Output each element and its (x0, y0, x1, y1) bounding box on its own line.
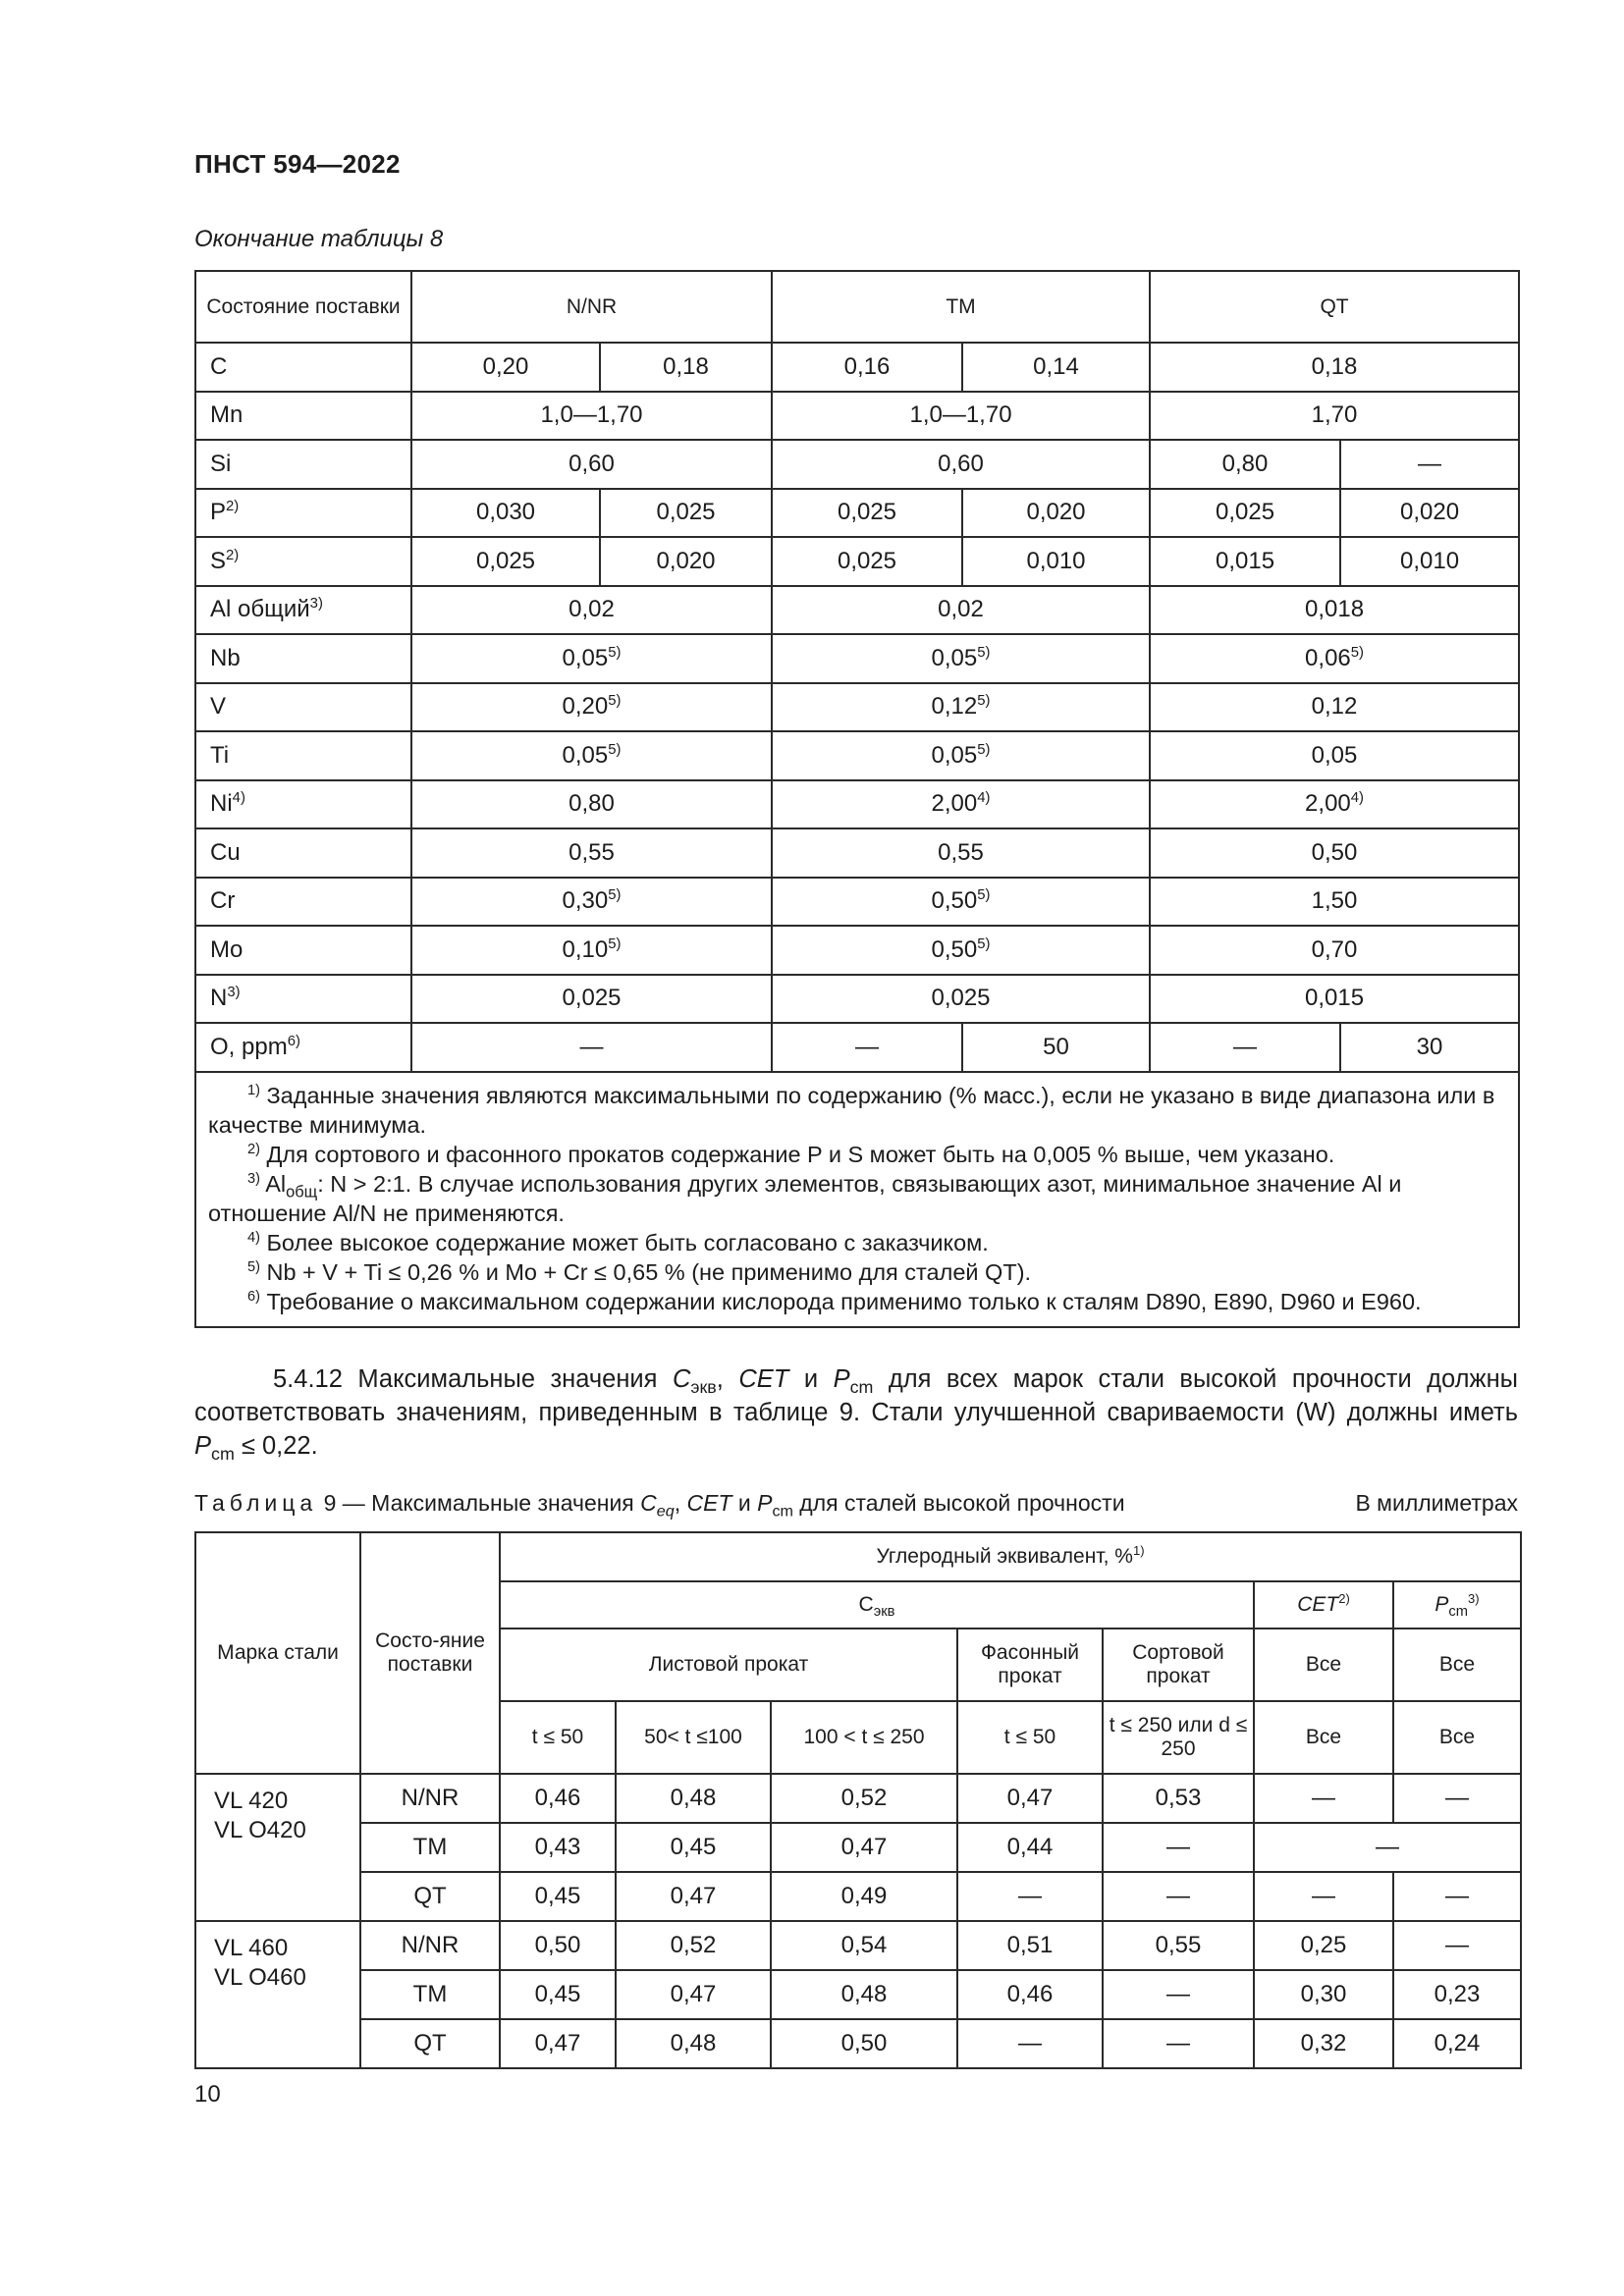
table-row (195, 1823, 1521, 1872)
table-cell: — (772, 1023, 962, 1072)
table-cell: 0,70 (1150, 926, 1519, 975)
table-cell: 0,030 (411, 489, 600, 538)
footnote-ref: 2) (226, 547, 240, 563)
table-cell: 0,47 (771, 1823, 957, 1872)
header-range: 100 < t ≤ 250 (771, 1701, 957, 1774)
table-cell: 1,0—1,70 (411, 392, 772, 441)
table-row (195, 1921, 1521, 1970)
table-cell: 0,20$^{5)}$ (411, 683, 772, 732)
table-continuation-label: Окончание таблицы 8 (194, 226, 444, 252)
table-cell: 0,025 (600, 489, 772, 538)
table-row (195, 1774, 1521, 1823)
header-delivery-state: Состояние поставки (195, 271, 411, 343)
element-label: $S^{2)}$ (195, 537, 411, 586)
table-row (195, 828, 1519, 878)
table-cell: 0,52 (616, 1921, 771, 1970)
footnotes (195, 1072, 1519, 1327)
table-cell: 0,32 (1254, 2019, 1393, 2068)
footnote-ref: 3) (309, 596, 323, 613)
header-all: Все (1393, 1629, 1521, 1701)
table-cell: — (957, 2019, 1103, 2068)
footnote-ref: 6) (287, 1033, 300, 1049)
chemical-composition-table (194, 270, 1520, 1328)
table-cell: 0,50$^{5)}$ (772, 878, 1150, 927)
table-cell: 2,00$^{4)}$ (1150, 780, 1519, 829)
table-cell: 0,020 (600, 537, 772, 586)
table-cell: 0,010 (1340, 537, 1519, 586)
table-header-row (195, 271, 1519, 343)
element-label: Nb (195, 634, 411, 683)
table-cell: 0,55 (772, 828, 1150, 878)
table-row (195, 1023, 1519, 1072)
table-cell: 0,49 (771, 1872, 957, 1921)
table-cell: 0,020 (1340, 489, 1519, 538)
table-header-row (195, 1532, 1521, 1581)
table-cell: 0,020 (962, 489, 1150, 538)
header-pcm: $P_{cm}^{3)}$ (1393, 1581, 1521, 1629)
table-cell: TM (360, 1823, 500, 1872)
table-cell: 0,60 (411, 440, 772, 489)
table-cell: 0,05$^{5)}$ (772, 731, 1150, 780)
table-cell: 0,47 (500, 2019, 616, 2068)
table-cell: 0,54 (771, 1921, 957, 1970)
element-label: Ni$^{4)}$ (195, 780, 411, 829)
table-cell: QT (360, 1872, 500, 1921)
carbon-equivalent-table (194, 1531, 1522, 2069)
table-cell: 0,015 (1150, 537, 1340, 586)
units-label: В миллиметрах (1355, 1490, 1518, 1516)
table-row (195, 731, 1519, 780)
header-cet: CET$^{2)}$ (1254, 1581, 1393, 1629)
footnote-ref: 2) (226, 499, 240, 515)
element-label: $N^{3)}$ (195, 975, 411, 1024)
table-cell: 0,025 (411, 975, 772, 1024)
table-cell: 0,25 (1254, 1921, 1393, 1970)
table-cell: 0,50 (1150, 828, 1519, 878)
table-cell: N/NR (360, 1774, 500, 1823)
element-label: Cu (195, 828, 411, 878)
table-cell: 0,50 (771, 2019, 957, 2068)
footnote: $^{3)}$ $Al_{общ}$: N > 2:1. В случае использования других элементов, связывающих азот, минимальное значение Al и отношение Al/N не применяются. (208, 1170, 1402, 1226)
table-cell: 0,025 (1150, 489, 1340, 538)
page-number: 10 (194, 2081, 221, 2108)
table-cell: — (957, 1872, 1103, 1921)
table-cell: 0,015 (1150, 975, 1519, 1024)
table-cell: 0,05$^{5)}$ (772, 634, 1150, 683)
table-cell: 0,02 (411, 586, 772, 635)
footnote-ref: 3) (227, 985, 241, 1001)
table-cell: 1,50 (1150, 878, 1519, 927)
element-label: Ti (195, 731, 411, 780)
header-range: t ≤ 50 (957, 1701, 1103, 1774)
table-cell: 0,18 (600, 343, 772, 392)
table-cell: 0,45 (616, 1823, 771, 1872)
footnote: $^{6)}$ Требование о максимальном содержании кислорода применимо только к сталям D890, E890, D960 и E960. (247, 1288, 1422, 1314)
table-cell: — (1393, 1872, 1521, 1921)
table-row (195, 489, 1519, 538)
table-row (195, 683, 1519, 732)
header-c-ekv: $C_{экв}$ (500, 1581, 1254, 1629)
table-cell: 0,06$^{5)}$ (1150, 634, 1519, 683)
table-cell: 0,025 (411, 537, 600, 586)
table-cell: 0,010 (962, 537, 1150, 586)
table-cell: 0,47 (957, 1774, 1103, 1823)
header-shaped: Фасонный прокат (957, 1629, 1103, 1701)
footnote: $^{1)}$ Заданные значения являются максимальными по содержанию (% масс.), если не указано в виде диапазона или в качестве минимума. (208, 1082, 1495, 1138)
table-cell: 0,80 (1150, 440, 1340, 489)
table-cell: — (1150, 1023, 1340, 1072)
table-cell: — (1103, 1823, 1254, 1872)
table-cell: 0,025 (772, 537, 962, 586)
table-cell: 0,50 (500, 1921, 616, 1970)
table-row (195, 392, 1519, 441)
table-row (195, 878, 1519, 927)
table-cell: 0,48 (616, 2019, 771, 2068)
table-cell: 0,025 (772, 489, 962, 538)
element-label: Cr (195, 878, 411, 927)
table-cell: N/NR (360, 1921, 500, 1970)
table-cell: 1,0—1,70 (772, 392, 1150, 441)
element-label: Al общий$^{3)}$ (195, 586, 411, 635)
table-cell: 0,46 (500, 1774, 616, 1823)
table-cell: — (1254, 1774, 1393, 1823)
table-row (195, 586, 1519, 635)
table-cell: 0,50$^{5)}$ (772, 926, 1150, 975)
table-row (195, 975, 1519, 1024)
table-cell: — (1393, 1921, 1521, 1970)
table-row (195, 537, 1519, 586)
table-cell: — (1103, 1872, 1254, 1921)
body-paragraph: 5.4.12 Максимальные значения $C_{экв}$, CET и $P_{cm}$ для всех марок стали высокой прочности должны соответствовать значениям, приведенным в таблице 9. Стали улучшенной свариваемости (W) должны иметь $P_{cm} \le 0,22$. (194, 1365, 1519, 1465)
table-cell: 0,48 (616, 1774, 771, 1823)
table-cell: 0,80 (411, 780, 772, 829)
table-cell: 0,47 (616, 1970, 771, 2019)
table-cell: 30 (1340, 1023, 1519, 1072)
table-cell: 0,20 (411, 343, 600, 392)
table-cell: — (1340, 440, 1519, 489)
table-cell: 0,05 (1150, 731, 1519, 780)
table-row (195, 634, 1519, 683)
table-cell: 0,23 (1393, 1970, 1521, 2019)
table-row (195, 780, 1519, 829)
element-label: $P^{2)}$ (195, 489, 411, 538)
footnote-ref: 4) (232, 790, 245, 807)
table-cell: 0,47 (616, 1872, 771, 1921)
header-delivery-state: Состо-яние поставки (360, 1532, 500, 1774)
table-cell: 0,14 (962, 343, 1150, 392)
element-label: C (195, 343, 411, 392)
footnote: $^{4)}$ Более высокое содержание может быть согласовано с заказчиком. (247, 1229, 989, 1255)
table-caption: Таблица 9 — Максимальные значения $C_{eq}$, CET и $P_{cm}$ для сталей высокой прочности В миллиметрах (194, 1490, 1518, 1521)
table-cell: 0,05$^{5)}$ (411, 634, 772, 683)
element-label: Mn (195, 392, 411, 441)
footnote: $^{2)}$ Для сортового и фасонного прокатов содержание P и S может быть на 0,005 % выше, чем указано. (247, 1141, 1335, 1167)
table-cell: — (411, 1023, 772, 1072)
table-cell: — (1254, 1872, 1393, 1921)
table-cell: 0,12 (1150, 683, 1519, 732)
footnote: $^{5)}$ Nb + V + Ti ≤ 0,26 % и Mo + Cr ≤ 0,65 % (не применимо для сталей QT). (247, 1258, 1032, 1285)
element-label: O, ppm$^{6)}$ (195, 1023, 411, 1072)
table-row (195, 926, 1519, 975)
table-cell: 0,30 (1254, 1970, 1393, 2019)
header-sheet: Листовой прокат (500, 1629, 957, 1701)
table-cell: 0,43 (500, 1823, 616, 1872)
table-cell: 0,48 (771, 1970, 957, 2019)
header-grade: Марка стали (195, 1532, 360, 1774)
table-cell: — (1254, 1823, 1521, 1872)
table-cell: — (1103, 1970, 1254, 2019)
table-row (195, 1872, 1521, 1921)
table-cell: 0,02 (772, 586, 1150, 635)
steel-grade: VL 420 VL O420 (195, 1774, 360, 1921)
table-cell: 0,12$^{5)}$ (772, 683, 1150, 732)
table-row (195, 1970, 1521, 2019)
table-cell: 0,46 (957, 1970, 1103, 2019)
header-section: Сортовой прокат (1103, 1629, 1254, 1701)
table-cell: 0,018 (1150, 586, 1519, 635)
document-header: ПНСТ 594—2022 (194, 149, 401, 179)
header-range: t ≤ 50 (500, 1701, 616, 1774)
header-qt: QT (1150, 271, 1519, 343)
table-cell: 0,55 (1103, 1921, 1254, 1970)
table-cell: 0,30$^{5)}$ (411, 878, 772, 927)
table-row (195, 440, 1519, 489)
table-cell: 0,025 (772, 975, 1150, 1024)
header-all: Все (1393, 1701, 1521, 1774)
table-row (195, 343, 1519, 392)
table-cell: 0,44 (957, 1823, 1103, 1872)
table-cell: — (1393, 1774, 1521, 1823)
header-range: 50< t ≤100 (616, 1701, 771, 1774)
table-cell: 0,18 (1150, 343, 1519, 392)
element-label: Si (195, 440, 411, 489)
table-cell: 0,10$^{5)}$ (411, 926, 772, 975)
table-cell: QT (360, 2019, 500, 2068)
table-cell: 0,45 (500, 1970, 616, 2019)
table-cell: 0,45 (500, 1872, 616, 1921)
table-row (195, 2019, 1521, 2068)
table-cell: — (1103, 2019, 1254, 2068)
table-cell: 50 (962, 1023, 1150, 1072)
header-tm: TM (772, 271, 1150, 343)
table-cell: TM (360, 1970, 500, 2019)
table-cell: 1,70 (1150, 392, 1519, 441)
footnotes-row (195, 1072, 1519, 1327)
header-all: Все (1254, 1701, 1393, 1774)
table-cell: 0,16 (772, 343, 962, 392)
table-cell: 0,55 (411, 828, 772, 878)
table-cell: 0,53 (1103, 1774, 1254, 1823)
header-range: t ≤ 250 или d ≤ 250 (1103, 1701, 1254, 1774)
element-label: Mo (195, 926, 411, 975)
table-cell: 0,51 (957, 1921, 1103, 1970)
header-carbon-equivalent: Углеродный эквивалент, %$^{1)}$ (500, 1532, 1521, 1581)
steel-grade: VL 460 VL O460 (195, 1921, 360, 2068)
table-cell: 0,52 (771, 1774, 957, 1823)
element-label: V (195, 683, 411, 732)
header-all: Все (1254, 1629, 1393, 1701)
table-cell: 0,60 (772, 440, 1150, 489)
header-nnr: N/NR (411, 271, 772, 343)
table-cell: 0,24 (1393, 2019, 1521, 2068)
table-cell: 0,05$^{5)}$ (411, 731, 772, 780)
table-cell: 2,00$^{4)}$ (772, 780, 1150, 829)
